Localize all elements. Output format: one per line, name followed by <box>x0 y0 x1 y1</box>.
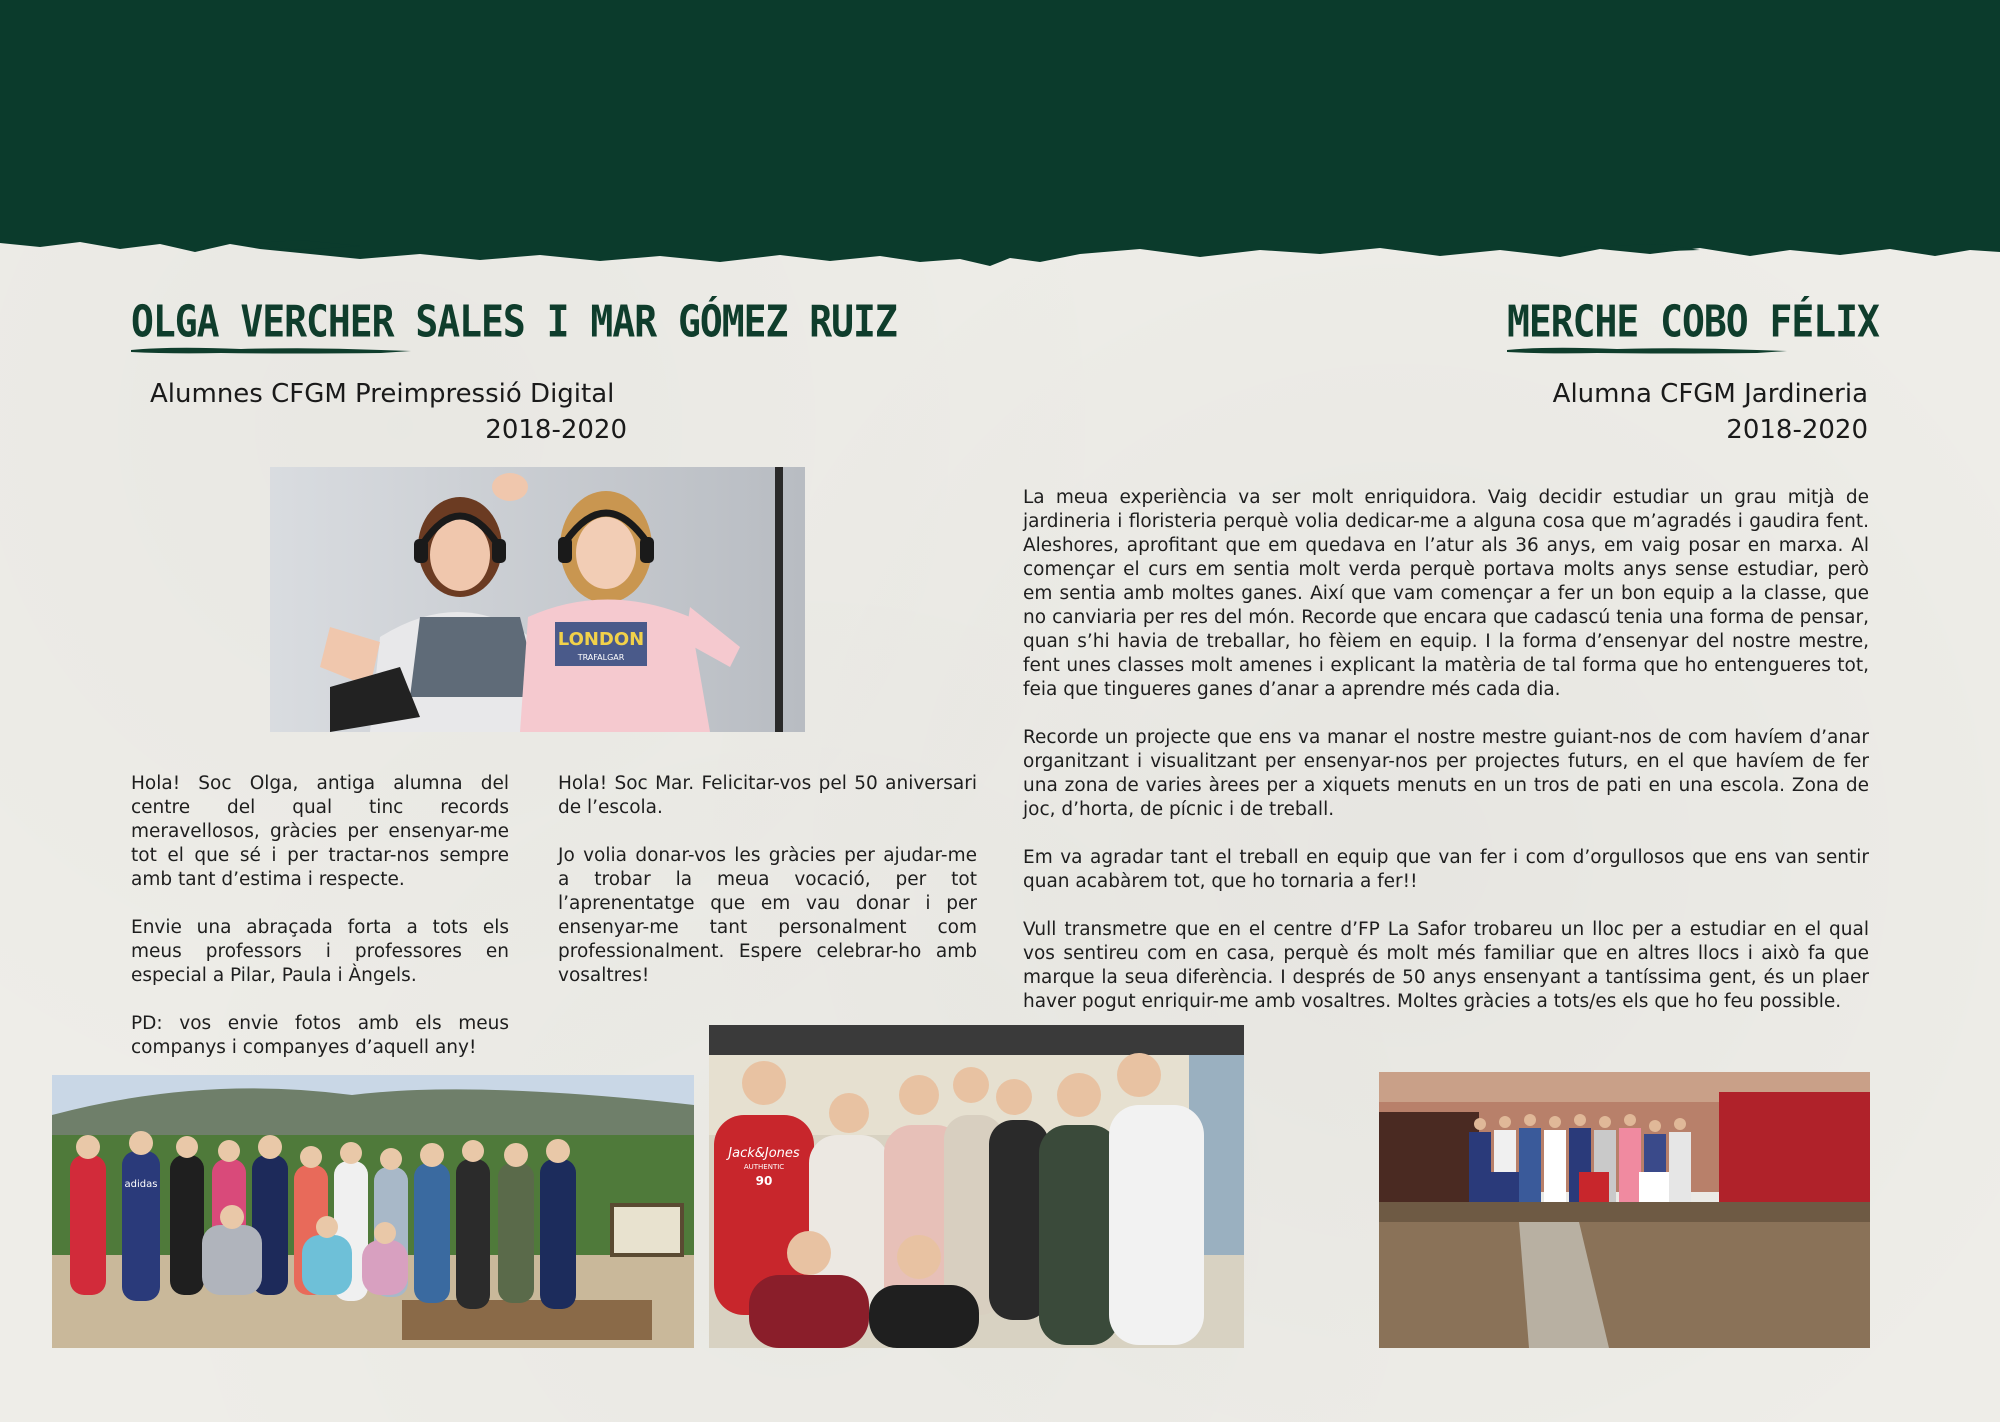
photo-text-london: LONDON <box>557 629 645 650</box>
olga-paragraph-2: Envie una abraçada forta a tots els meus professors i professores en especial a Pilar, Paula i Àngels. <box>131 917 509 986</box>
olga-paragraph-3: PD: vos envie fotos amb els meus companys i companyes d’aquell any! <box>131 1013 509 1058</box>
photo-text-adidas: adidas <box>124 1179 158 1190</box>
merche-paragraph-1: La meua experiència va ser molt enriquidora. Vaig decidir estudiar un grau mitjà de jardineria i floristeria perquè volia dedicar-me a alguna cosa que m’agradés i gaudira fent. Aleshores, aprofitant que em quedava en l’atur als 36 anys, em vaig posar en marxa. Al començar el curs em sentia molt verda perquè portava molts anys sense estudiar, però em sentia amb moltes ganes. Així que vam començar a fer un bon equip a la classe, que no canviaria per res del món. Recorde que encara que cadascú tenia una forma de pensar, quan s’hi havia de treballar, ho fèiem en equip. I la forma d’ensenyar del nostre mestre, fent unes classes molt amenes i explicant la matèria de tal forma que ho entengueres tot, feia que tingueres ganes d’anar a aprendre més cada dia. <box>1023 487 1869 700</box>
right-subtitle-years: 2018-2020 <box>1726 415 1868 445</box>
left-subtitle-years: 2018-2020 <box>485 415 627 445</box>
mar-paragraph-1: Hola! Soc Mar. Felicitar-vos pel 50 aniversari de l’escola. <box>558 773 977 818</box>
left-heading: OLGA VERCHER SALES I MAR GÓMEZ RUIZ <box>131 296 897 347</box>
merche-text <box>1023 486 1869 1038</box>
merche-paragraph-3: Em va agradar tant el treball en equip que van fer i com d’orgullosos que ens van sentir quan acabàrem tot, que ho tornaria a fer!! <box>1023 847 1869 892</box>
photo-group-indoors <box>709 1025 1244 1348</box>
photo-group-outdoors <box>52 1075 694 1348</box>
merche-paragraph-2: Recorde un projecte que ens va manar el nostre mestre guiant-nos de com havíem d’anar organitzant i visualitzant per ensenyar-nos per projectes futurs, en el que havíem de fer una zona de varies àrees per a xiquets menuts en un tros de pati en una escola. Zona de joc, d’horta, de pícnic i de treball. <box>1023 727 1869 820</box>
left-subtitle <box>150 376 627 448</box>
right-heading-underline <box>1507 345 1787 355</box>
right-subtitle <box>1400 376 1868 448</box>
mar-text <box>558 772 977 1012</box>
right-subtitle-course: Alumna CFGM Jardineria <box>1552 379 1868 409</box>
olga-text <box>131 772 509 1084</box>
banner-shape <box>0 0 2000 266</box>
left-subtitle-course: Alumnes CFGM Preimpressió Digital <box>150 379 615 409</box>
top-banner <box>0 0 2000 270</box>
photo-garden-group <box>1379 1072 1870 1348</box>
merche-paragraph-4: Vull transmetre que en el centre d’FP La Safor trobareu un lloc per a estudiar en el qual vos sentireu com en casa, perquè és molt més familiar que en altres llocs i això fa que marque la seua diferència. I després de 50 anys ensenyant a tantíssima gent, és un plaer haver pogut enriquir-me amb vosaltres. Moltes gràcies a tots/es els que ho feu possible. <box>1023 919 1869 1012</box>
right-heading: MERCHE COBO FÉLIX <box>1507 296 1879 347</box>
photo-text-trafalgar: TRAFALGAR <box>577 653 625 662</box>
photo-text-90: 90 <box>755 1174 773 1188</box>
left-heading-underline <box>131 345 411 355</box>
photo-text-authentic: AUTHENTIC <box>743 1163 785 1171</box>
photo-olga-mar-headphones <box>270 467 805 732</box>
olga-paragraph-1: Hola! Soc Olga, antiga alumna del centre del qual tinc records meravellosos, gràcies per ensenyar-me tot el que sé i per tractar-nos sempre amb tant d’estima i respecte. <box>131 773 509 890</box>
photo-text-jackjones: Jack&Jones <box>728 1146 800 1161</box>
mar-paragraph-2: Jo volia donar-vos les gràcies per ajudar-me a trobar la meua vocació, per tot l’aprenentatge que em vau donar i per ensenyar-me tant personalment com professionalment. Espere celebrar-ho amb vosaltres! <box>558 845 977 986</box>
